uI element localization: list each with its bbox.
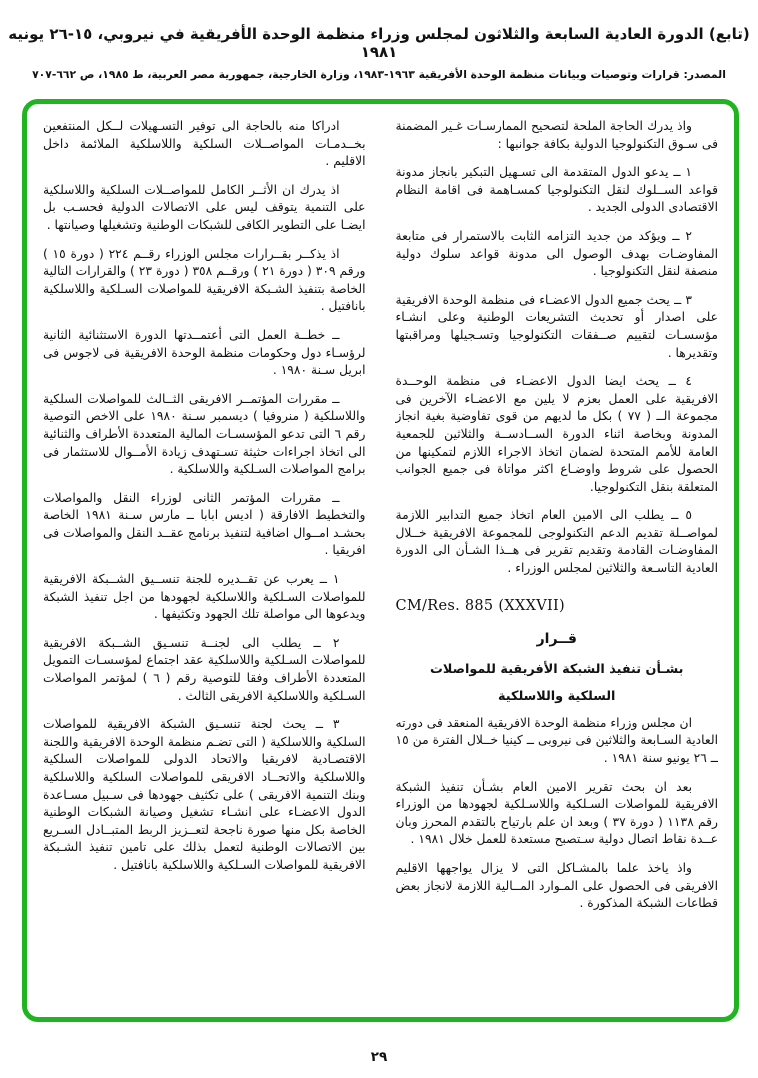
header-session-title: (تابع) الدورة العادية السابعة والثلاثون لمجلس وزراء منظمة الوحدة الأفريقية في نيروبي، ١٥-٢٦ يونيه ١٩٨١ [8, 25, 750, 61]
body-paragraph: ــ مقررات المؤتمر الثانى لوزراء النقل والمواصلات والتخطيط الافارقة ( اديس ابابا ــ مارس سـنة ١٩٨١ الخاصة بحشـد امــوال اضافية لتنفيذ برنامج عقــد النقل والمواصلات فى افريقيا . [43, 490, 366, 558]
body-paragraph: ١ ــ يدعو الدول المتقدمة الى تسـهيل التبكير بانجاز مدونة قواعد الســلوك لنقل التكنولوجيا كمسـاهمة فى اقامة النظام الاقتصادى الدولى الجديد . [395, 165, 718, 215]
page-header [0, 0, 758, 81]
body-paragraph: ان مجلس وزراء منظمة الوحدة الافريقية المنعقد فى دورته العادية السـابعة والثلاثين فى نيروبى ــ كينيا خــلال الفترة من ١٥ ــ ٢٦ يونيو سنة ١٩٨١ . [395, 715, 718, 766]
body-paragraph: ١ ــ يعرب عن تقــديره للجنة تنســيق الشــبكة الافريقية للمواصلات السـلكية واللاسلكية لجهودها من اجل تنفيذ الشبكة ويدعوها الى مواصلة تلك الجهود وتكثيفها . [43, 572, 366, 622]
body-paragraph: ــ خطــة العمل التى أعتمــدتها الدورة الاستثنائية الثانية لرؤسـاء دول وحكومات منظمة الوحدة الافريقية فى لاجوس فى ابريل سـنة ١٩٨٠ . [43, 327, 366, 378]
body-paragraph: ــ مقررات المؤتمــر الافريقى الثــالث للمواصلات السلكية واللاسلكية ( منروفيا ) ديسمبر سـنة ١٩٨٠ على الاخص التوصية رقم ٦ التى تدعو المؤسسـات المالية المتعددة الأطراف والثنائية الى اتخاذ اجراءات حثيثة تسـتهدف زيادة الأمــوال للاستثمار فى برامج المواصلات السـلكية واللاسلكية . [43, 391, 366, 477]
column-left [43, 118, 366, 1009]
body-paragraph: واذ ياخذ علما بالمشـاكل التى لا يزال يواجهها الاقليم الافريقى فى الحصول على المـوارد المــالية اللازمة لانجاز بعض قطاعات الشبكة المذكورة . [395, 861, 718, 911]
page-number: ٢٩ [370, 1049, 388, 1065]
body-paragraph: واذ يدرك الحاجة الملحة لتصحيح الممارسـات غـير المضمنة فى سـوق التكنولوجيا الدولية بكافة جوانبها : [395, 119, 718, 151]
resolution-reference: CM/Res. 885 (XXXVII) [395, 597, 565, 614]
body-paragraph: ٢ ــ يطلب الى لجنــة تنسـيق الشــبكة الافريقية للمواصلات السـلكية واللاسلكية عقد اجتماع لمؤسسـات التمويل المتعددة الأطراف وفقا للتوصية رقم ( ٦ ) لمؤتمر المواصلات السـلكية واللاسلكية الافريقى الثالث . [43, 635, 366, 703]
content-frame [22, 99, 739, 1022]
body-paragraph: ادراكا منه بالحاجة الى توفير التسـهيلات لــكل المنتفعين بخــدمـات المواصــلات السلكية واللاسلكية الملائمة داخل الاقليم . [43, 119, 366, 169]
resolution-heading: قــرار [536, 631, 577, 648]
resolution-subject-line1: بشـأن تنفيذ الشبكة الأفريقية للمواصلات [430, 661, 684, 677]
resolution-subject-line2: السلكية واللاسلكية [498, 688, 616, 704]
body-paragraph: ٥ ــ يطلب الى الامين العام اتخاذ جميع التدابير اللازمة لمواصــلة تقديم الدعم التكنولوجى للمجموعة الافريقية خــلال المفاوضـات القادمة وتقديم تقرير فى هــذا الشـأن الى الدورة العادية التاسـعة والثلاثين لمجلس الوزراء . [395, 508, 718, 576]
body-paragraph: ٢ ــ ويؤكد من جديد التزامه الثابت بالاستمرار فى متابعة المفاوضـات بهدف الوصول الى مدونة قواعد سلوك دولية منصفة لنقل التكنولوجيا . [395, 228, 718, 279]
body-paragraph: ٣ ــ يحث جميع الدول الاعضـاء فى منظمة الوحدة الافريقية على اصدار أو تحديث التشريعات الوطنية وعلى انشـاء مؤسسـات لتقييم صــفقات التكنولوجيا وتسـجيلها ومراقبتها وتقديرها . [395, 292, 718, 360]
body-paragraph: اذ يذكــر بقــرارات مجلس الوزراء رقــم ٢٢٤ ( دورة ١٥ ) ورقم ٣٠٩ ( دورة ٢١ ) ورقــم ٣٥٨ ( دورة ٢٣ ) والقرارات التالية الخاصة بتنفيذ الشـبكة الافريقية للمواصلات السـلكية واللاسلكية بانافتيل . [43, 246, 366, 314]
body-paragraph: اذ يدرك ان الأثــر الكامل للمواصــلات السلكية واللاسلكية على التنمية يتوقف ليس على الاتصالات الدولية فحسـب بل ايضـا على التطوير الكافى للشبكات الوطنية وتشغيلها وصيانتها . [43, 182, 366, 232]
body-paragraph: ٣ ــ يحث لجنة تنسـيق الشبكة الافريقية للمواصلات السلكية واللاسلكية ( التى تضـم منظمة الوحدة الافريقية واللجنة الاقتصـادية لافريقيا والاتحاد الدولى للمواصلات السلكية واللاسلكية والاتحــاد الافريقى للمواصلات السلكية واللاسلكية وبنك التنمية الافريقى ) على تكثيف جهودها فى سـبيل مسـاعدة الدول الاعضـاء على انشـاء تشغيل وصيانة الشبكات الوطنية الخاصة بكل منها صورة ناجحة لتعــزيز الربط المتبــادل السـريع بين الاتصالات الوطنية لتعمل بذلك على تامين تنفيذ الشـبكة الافريقية للمواصلات السـلكية واللاسلكية بانافتيل . [43, 717, 366, 872]
header-source-line: المصدر: قرارات وتوصيات وبيانات منظمة الوحدة الأفريقية ١٩٦٣-١٩٨٣، وزارة الخارجية، جمهورية مصر العربية، ط ١٩٨٥، ص ٦٦٢-٧٠٧ [32, 68, 726, 81]
two-column-layout [43, 118, 718, 1009]
column-right [396, 118, 719, 1009]
body-paragraph: بعد ان بحث تقرير الامين العام بشـأن تنفيذ الشبكة الافريقية للمواصلات السـلكية واللاسـلكية لجهودها من الوزراء رقم ١١٣٨ ( دورة ٣٧ ) وبعد ان علم بارتياح بالتقدم المحرز وبان عــدة نقاط اتصال دولية سـتصبح مستعدة للعمل خلال ١٩٨١ . [395, 779, 718, 847]
body-paragraph: ٤ ــ يحث ايضا الدول الاعضـاء فى منظمة الوحــدة الافريقية على العمل بعزم لا يلين مع الاعضـاء الآخرين فى مجموعة الــ ( ٧٧ ) بكل ما لديهم من قوى تفاوضية بغية انجاز المدونة وبخاصة اثناء الدورة الســادســة والثلاثين للجمعية العامة للأمم المتحدة لضمان اتخاذ الاجراء اللازم لتمكينها من الحصول على شروط واوضـاع اكثر مواتاة فى جميع الجوانب المتعلقة بنقل التكنولوجيا. [395, 374, 718, 494]
